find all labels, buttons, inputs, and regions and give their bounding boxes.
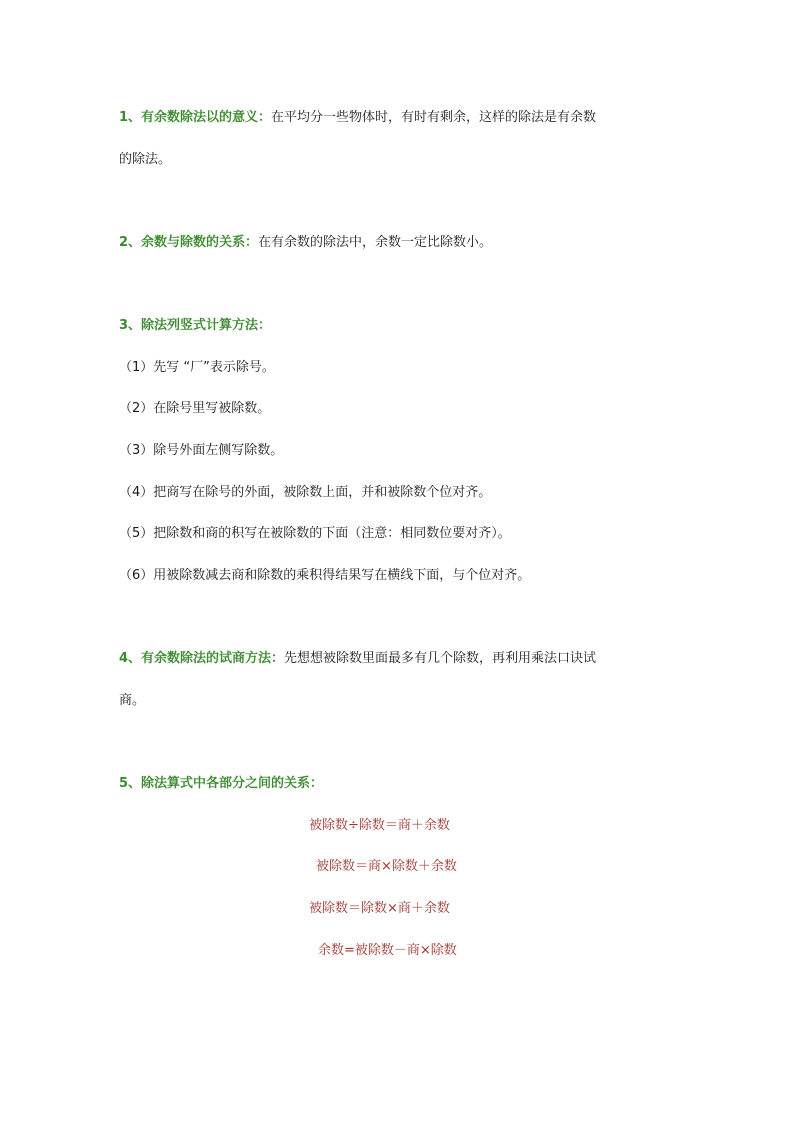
- section-3-step-3: （3）除号外面左侧写除数。: [119, 443, 284, 458]
- section-4-text: 先想想被除数里面最多有几个除数，再利用乘法口诀试: [284, 651, 597, 666]
- section-1-heading: 1、有余数除法以的意义：: [119, 110, 272, 125]
- section-3-step-5: （5）把除数和商的积写在被除数的下面（注意：相同数位要对齐）。: [119, 526, 511, 541]
- section-3-step-1: （1）先写 “厂”表示除号。: [119, 360, 275, 375]
- section-1-text: 在平均分一些物体时，有时有剩余，这样的除法是有余数: [271, 110, 597, 125]
- section-3-step-4: （4）把商写在除号的外面，被除数上面，并和被除数个位对齐。: [119, 485, 492, 500]
- formula-3: 被除数＝除数×商＋余数: [309, 901, 450, 916]
- section-5-heading: 5、除法算式中各部分之间的关系：: [119, 776, 324, 791]
- section-4-heading: 4、有余数除法的试商方法：: [119, 651, 285, 666]
- formula-2: 被除数＝商×除数＋余数: [316, 859, 457, 874]
- section-1-line-1: [119, 109, 596, 127]
- section-3-heading: 3、除法列竖式计算方法：: [119, 318, 272, 333]
- section-4-line-1: [119, 650, 596, 668]
- formula-1: 被除数÷除数＝商＋余数: [309, 818, 450, 833]
- section-2-text: 在有余数的除法中，余数一定比除数小。: [258, 235, 493, 250]
- section-3-step-6: （6）用被除数减去商和除数的乘积得结果写在横线下面，与个位对齐。: [119, 568, 531, 583]
- section-3-step-2: （2）在除号里写被除数。: [119, 401, 271, 416]
- section-1-text-continued: 的除法。: [119, 152, 172, 167]
- section-2-line: [119, 234, 492, 252]
- section-4-text-continued: 商。: [119, 693, 146, 708]
- formula-4: 余数=被除数－商×除数: [318, 943, 457, 958]
- section-2-heading: 2、余数与除数的关系：: [119, 235, 259, 250]
